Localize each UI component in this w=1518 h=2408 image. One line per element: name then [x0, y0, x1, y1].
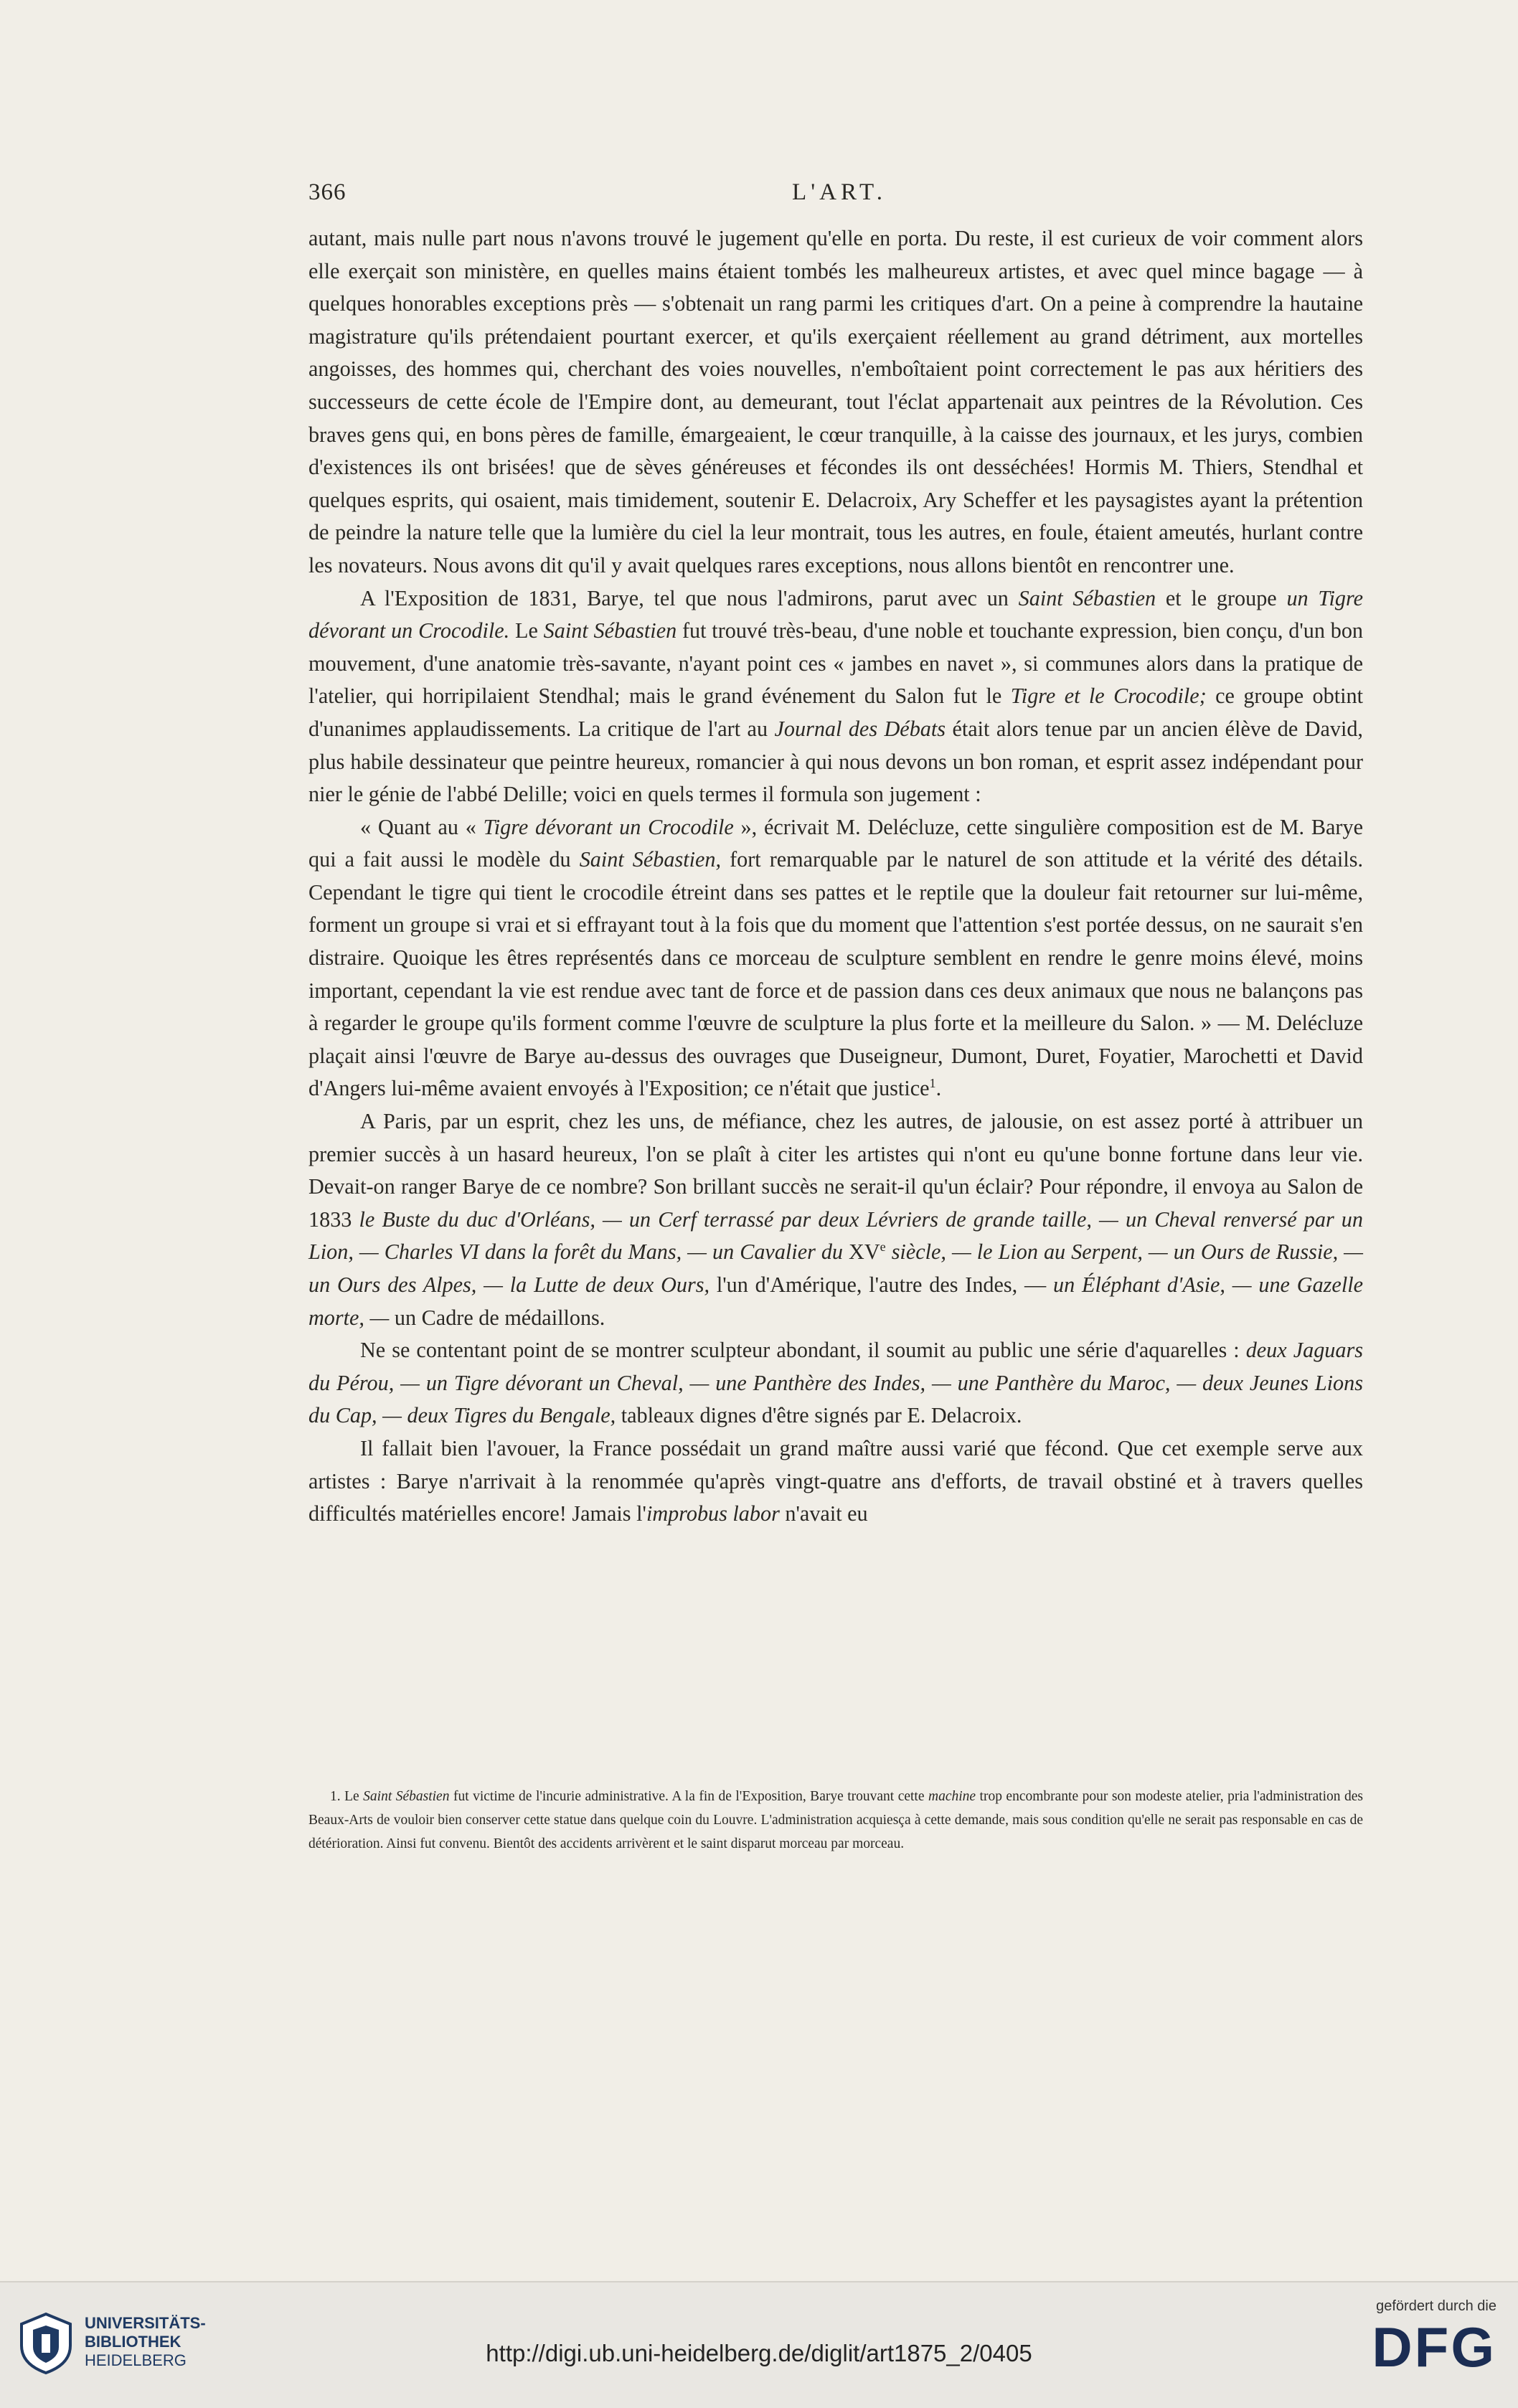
paragraph: A Paris, par un esprit, chez les uns, de méfiance, chez les autres, de jalousie, on est assez porté à attribuer un premier succès à un hasard heureux, l'on se plaît à citer les artistes qui n'ont eu qu'une bonne fortune dans leur vie. Devait-on ranger Barye de ce nombre? Son brillant succès ne serait-il qu'un éclair? Pour répondre, il envoya au Salon de 1833 le Buste du duc d'Orléans, — un Cerf terrassé par deux Lévriers de grande taille, — un Cheval renversé par un Lion, — Charles VI dans la forêt du Mans, — un Cavalier du XVe siècle, — le Lion au Serpent, — un Ours de Russie, — un Ours des Alpes, — la Lutte de deux Ours, l'un d'Amérique, l'autre des Indes, — un Éléphant d'Asie, — une Gazelle morte, — un Cadre de médaillons.: [308, 1109, 1363, 1330]
footnotes: [308, 1785, 1363, 1856]
permalink-url[interactable]: http://digi.ub.uni-heidelberg.de/diglit/art1875_2/0405: [486, 2340, 1032, 2366]
paragraph: Ne se contentant point de se montrer sculpteur abondant, il soumit au public une série d'aquarelles : deux Jaguars du Pérou, — un Tigre dévorant un Cheval, — une Panthère des Indes, — une Panthère du Maroc, — deux Jeunes Lions du Cap, — deux Tigres du Bengale, tableaux dignes d'être signés par E. Delacroix.: [308, 1338, 1363, 1428]
library-name[interactable]: UNIVERSITÄTS- BIBLIOTHEK HEIDELBERG: [85, 2314, 206, 2369]
dfg-logo-icon: DFG: [1372, 2315, 1496, 2379]
footnote: 1. Le Saint Sébastien fut victime de l'incurie administrative. A la fin de l'Exposition, Barye trouvant cette machine trop encombrante pour son modeste atelier, pria l'administration des Beaux-Arts de vouloir bien conserver cette statue dans quelque coin du Louvre. L'administration acquiesça à cette demande, mais sous condition qu'elle ne serait pas responsable en cas de détérioration. Ainsi fut convenu. Bientôt des accidents arrivèrent et le saint disparut morceau par morceau.: [308, 1789, 1363, 1851]
paragraph: A l'Exposition de 1831, Barye, tel que nous l'admirons, parut avec un Saint Sébastien et le groupe un Tigre dévorant un Crocodile. Le Saint Sébastien fut trouvé très-beau, d'une noble et touchante expression, bien conçu, d'un bon mouvement, d'une anatomie très-savante, n'ayant point ces « jambes en navet », si communes alors dans la pratique de l'atelier, qui horripilaient Stendhal; mais le grand événement du Salon fut le Tigre et le Crocodile; ce groupe obtint d'unanimes applaudissements. La critique de l'art au Journal des Débats était alors tenue par un ancien élève de David, plus habile dessinateur que peintre heureux, romancier à qui nous devons un bon roman, et esprit assez indépendant pour nier le génie de l'abbé Delille; voici en quels termes il formula son jugement :: [308, 585, 1364, 807]
running-head: [308, 179, 1370, 208]
page-number: 366: [308, 179, 346, 205]
paragraph: autant, mais nulle part nous n'avons trouvé le jugement qu'elle en porta. Du reste, il est curieux de voir comment alors elle exerçait son ministère, en quelles mains étaient tombés les malheureux artistes, et avec quel mince bagage — à quelques honorables exceptions près — s'obtenait un rang parmi les critiques d'art. On a peine à comprendre la hautaine magistrature qu'ils prétendaient pourtant exercer, et qu'ils exerçaient réellement au grand détriment, aux mortelles angoisses, des hommes qui, cherchant des voies nouvelles, n'emboîtaient point correctement le pas aux héritiers des successeurs de cette école de l'Empire dont, au demeurant, tout l'éclat appartenait aux peintres de la Révolution. Ces braves gens qui, en bons pères de famille, émargeaient, le cœur tranquille, à la caisse des journaux, et les jurys, combien d'existences ils ont brisées! que de sèves généreuses et fécondes ils ont desséchées! Hormis M. Thiers, Stendhal et quelques esprits, qui osaient, mais timidement, soutenir E. Delacroix, Ary Scheffer et les paysagistes ayant la prétention de peindre la nature telle que la lumière du ciel la leur montrait, tous les autres, en foule, étaient ameutés, hurlant contre les novateurs. Nous avons dit qu'il y avait quelques rares exceptions, nous allons bientôt en rencontrer une.: [308, 226, 1363, 577]
journal-title: L'ART.: [792, 179, 887, 205]
viewer-footer: [0, 2281, 1518, 2408]
funder-logo[interactable]: [1331, 2298, 1496, 2399]
funder-label: gefördert durch die: [1376, 2298, 1496, 2314]
paragraph: « Quant au « Tigre dévorant un Crocodile », écrivait M. Delécluze, cette singulière composition est de M. Barye qui a fait aussi le modèle du Saint Sébastien, fort remarquable par le naturel de son attitude et la vérité des détails. Cependant le tigre qui tient le crocodile étreint dans ses pattes et le reptile que la douleur fait retourner sur lui-même, forment un groupe si vrai et si effrayant tout à la fois que du moment que l'attention s'est portée dessus, on ne saurait s'en distraire. Quoique les êtres représentés dans ce morceau de sculpture semblent en rendre le genre moins élevé, moins important, cependant la vie est rendue avec tant de force et de passion dans ces deux animaux que nous ne balançons pas à regarder le groupe qu'ils forment comme l'œuvre de sculpture la plus forte et la meilleure du Salon. » — M. Delécluze plaçait ainsi l'œuvre de Barye au-dessus des ouvrages que Duseigneur, Dumont, Duret, Foyatier, Marochetti et David d'Angers lui-même avaient envoyés à l'Exposition; ce n'était que justice$^1$.: [308, 814, 1364, 1101]
article-body: [308, 222, 1363, 1531]
paragraph: Il fallait bien l'avouer, la France possédait un grand maître aussi varié que fécond. Que cet exemple serve aux artistes : Barye n'arrivait à la renommée qu'après vingt-quatre ans d'efforts, de travail obstiné et à travers quelles difficultés matérielles encore! Jamais l'improbus labor n'avait eu: [308, 1435, 1363, 1526]
